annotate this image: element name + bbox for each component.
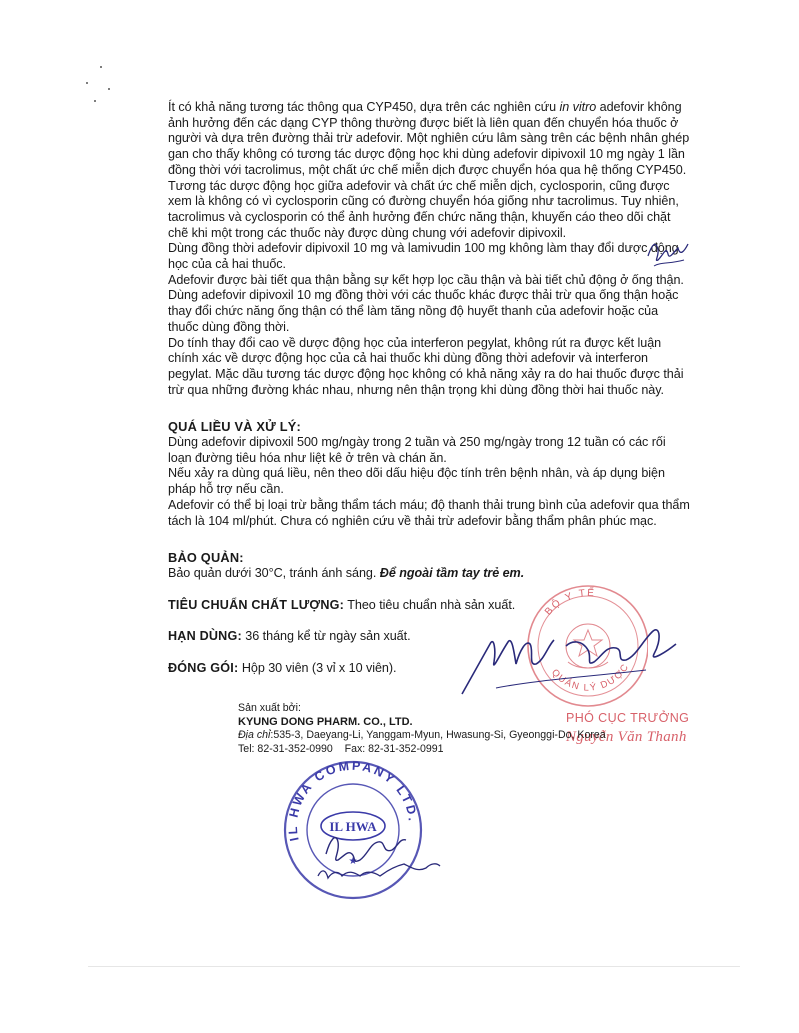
- interactions-paragraph-3: Adefovir được bài tiết qua thận bằng sự kết hợp lọc cầu thận và bài tiết chủ động ở ống thận. Dùng adefovir dipivoxil 10 mg đồng thời với các thuốc khác được thải trừ qua ống thận hoặc thay đổi chức năng ống thận có thể làm tăng nồng độ huyết thanh của adefovir hoặc của thuốc dùng đồng thời.: [168, 272, 684, 334]
- overdose-paragraph-2: Nếu xảy ra dùng quá liều, nên theo dõi dấu hiệu độc tính trên bệnh nhân, và áp dụng biện pháp hỗ trợ nếu cần.: [168, 466, 665, 497]
- packing-heading: ĐÓNG GÓI:: [168, 661, 239, 676]
- overdose-paragraph-1: Dùng adefovir dipivoxil 500 mg/ngày trong 2 tuần và 250 mg/ngày trong 12 tuần có các rối loạn đường tiêu hóa như liệt kê ở trên và chán ăn.: [168, 435, 666, 465]
- quality-line: TIÊU CHUẨN CHẤT LƯỢNG: Theo tiêu chuẩn nhà sản xuất.: [168, 597, 516, 612]
- approver-signature: [456, 610, 696, 702]
- overdose-paragraph-3: Adefovir có thể bị loại trừ bằng thẩm tách máu; độ thanh thải trung bình của adefovir qua thẩm tách là 104 ml/phút. Chưa có nghiên cứu về thải trừ adefovir bằng thẩm phân phúc mạc.: [168, 497, 690, 528]
- manufacturer-label: Sản xuất bởi:: [238, 702, 301, 714]
- storage-warning: Để ngoài tầm tay trẻ em.: [379, 565, 525, 580]
- approver-name: Nguyễn Văn Thanh: [566, 729, 687, 745]
- packing-line: ĐÓNG GÓI: Hộp 30 viên (3 vỉ x 10 viên).: [168, 661, 397, 676]
- ilhwa-stamp-ring-text: IL HWA COMPANY LTD.: [285, 758, 420, 843]
- expiry-line: HẠN DÙNG: 36 tháng kể từ ngày sản xuất.: [168, 629, 411, 644]
- interactions-paragraph-4: Do tính thay đổi cao về dược động học của interferon pegylat, không rút ra được kết luận chính xác về dược động học của cả hai thuốc khi dùng đồng thời adefovir và interferon pegylat. Mặc dầu tương tác dược động học không có khả năng xảy ra do hai thuốc được thải trừ qua những đường khác nhau, nhưng nên thận trọng khi dùng đồng thời hai thuốc này.: [168, 335, 684, 397]
- manufacturer-address: Địa chỉ:535-3, Daeyang-Li, Yanggam-Myun, Hwasung-Si, Gyeonggi-Do, Korea: [238, 729, 606, 742]
- interactions-paragraph-1: Ít có khả năng tương tác thông qua CYP450, dựa trên các nghiên cứu in vitro adefovir không ảnh hưởng đến các dạng CYP thông thường được biết là liên quan đến chuyển hóa thuốc ở người và dựa trên đường thải trừ adefovir. Một nghiên cứu lâm sàng trên các bệnh nhân ghép gan cho thấy không có tương tác dược động học khi dùng adefovir dipivoxil 10 mg ngày 1 lần đồng thời với tacrolimus, một chất ức chế miễn dịch được chuyển hóa qua hệ thống CYP450. Tương tác dược động học giữa adefovir và chất ức chế miễn dịch, cyclosporin, cũng được xem là không có vì cyclosporin cũng có đường chuyển hóa giống như tacrolimus. Tuy nhiên, tacrolimus và cyclosporin có thể ảnh hưởng đến chức năng thận, khuyến cáo theo dõi chặt chẽ khi một trong các thuốc này được dùng chung với adefovir dipivoxil.: [168, 100, 690, 240]
- manufacturer-block: [238, 702, 658, 756]
- manufacturer-contact: Tel: 82-31-352-0990 Fax: 82-31-352-0991: [238, 742, 444, 755]
- manufacturer-name: KYUNG DONG PHARM. CO., LTD.: [238, 715, 413, 728]
- initials-mark: [644, 226, 696, 272]
- interactions-paragraph-2: Dùng đồng thời adefovir dipivoxil 10 mg và lamivudin 100 mg không làm thay đổi dược động học của cả hai thuốc.: [168, 241, 679, 272]
- manufacturer-signature: [308, 820, 448, 890]
- expiry-heading: HẠN DÙNG:: [168, 629, 242, 644]
- moh-stamp-bottom-text: QUẢN LÝ DƯỢC: [549, 661, 632, 694]
- storage-heading: BẢO QUẢN:: [168, 550, 244, 566]
- moh-stamp-top-text: BỘ Y TẾ: [542, 587, 597, 618]
- quality-heading: TIÊU CHUẨN CHẤT LƯỢNG:: [168, 597, 345, 612]
- scan-specks: [86, 66, 116, 106]
- storage-text: Bảo quản dưới 30°C, tránh ánh sáng. Để ngoài tầm tay trẻ em.: [168, 565, 525, 580]
- star-icon: ★: [348, 856, 358, 867]
- overdose-heading: QUÁ LIỀU VÀ XỬ LÝ:: [168, 419, 301, 435]
- page-divider: [88, 966, 740, 967]
- ilhwa-logo-text: IL HWA: [329, 819, 377, 834]
- approver-title: PHÓ CỤC TRƯỞNG: [566, 711, 690, 725]
